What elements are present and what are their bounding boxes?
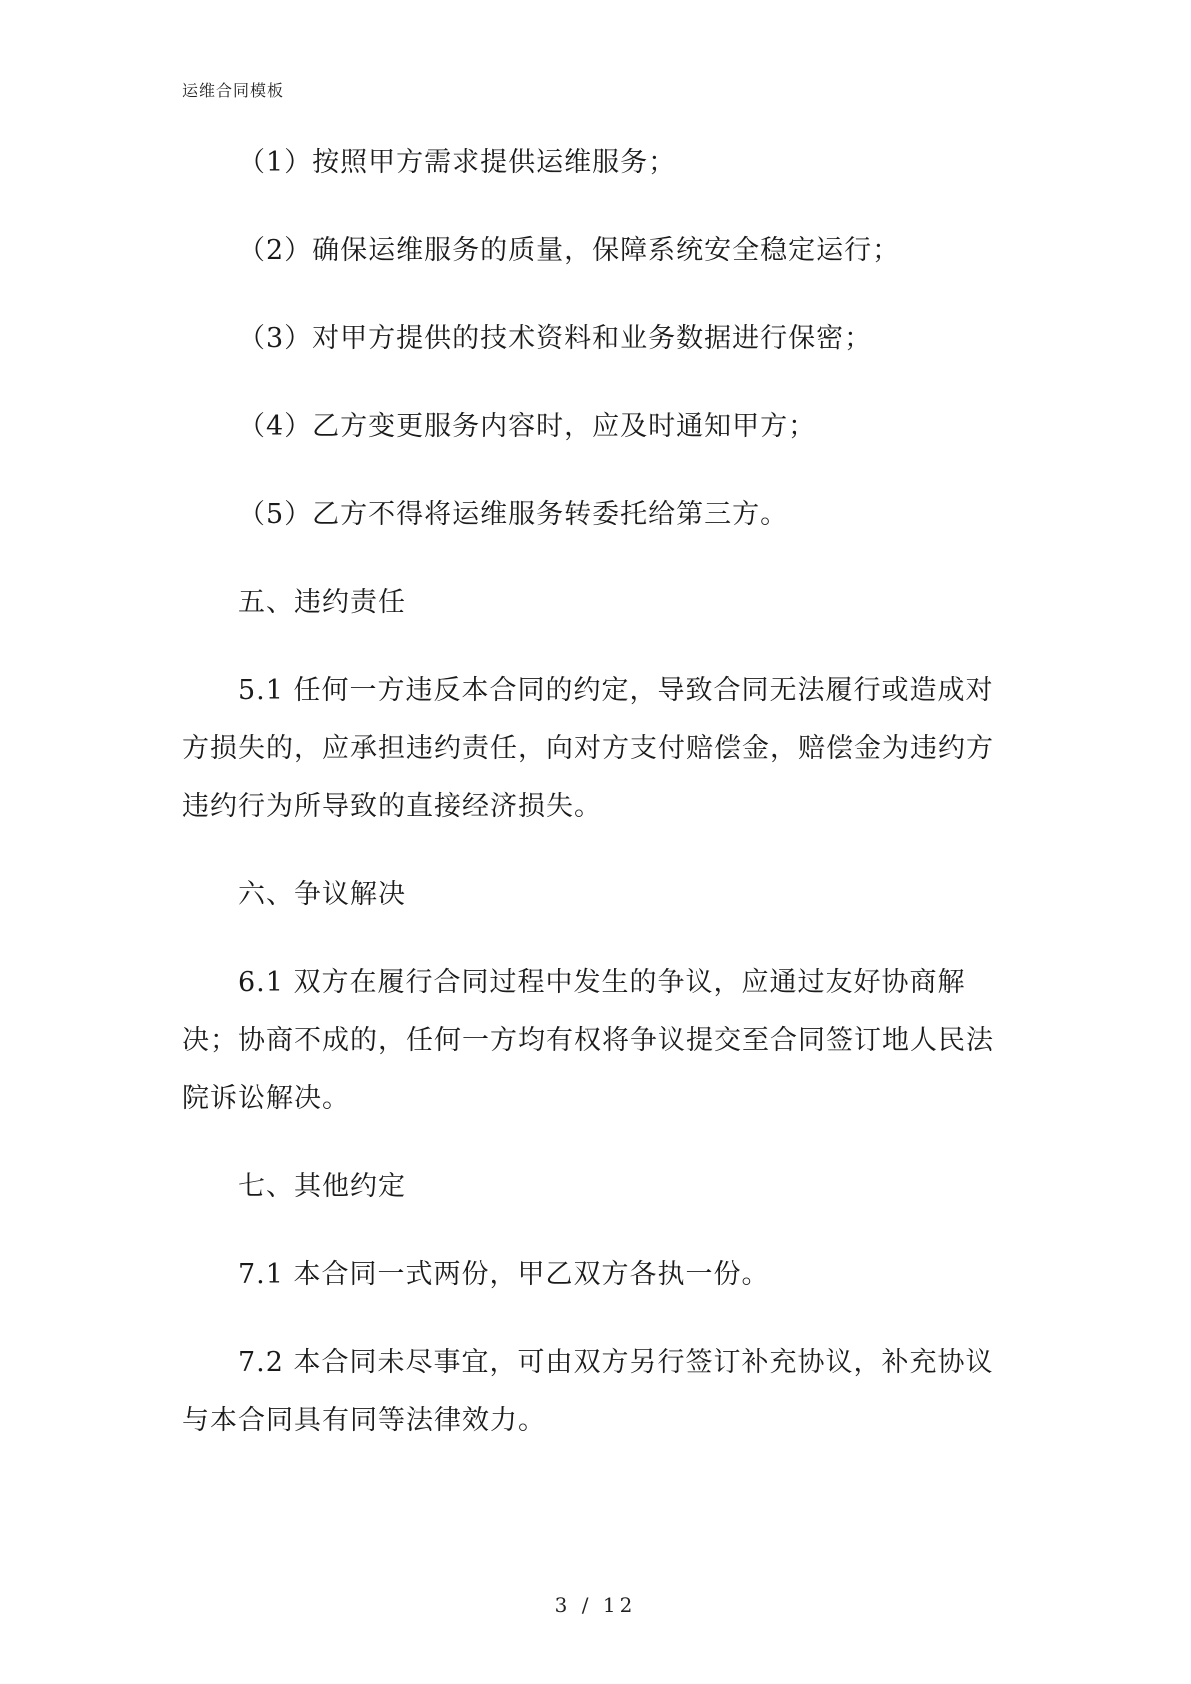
- clause-7-1: 7.1 本合同一式两份，甲乙双方各执一份。: [238, 1259, 770, 1290]
- clause-6-1-line-3: 院诉讼解决。: [182, 1083, 350, 1114]
- document-body: [182, 134, 1006, 1450]
- clause-6-1-line-2: 决；协商不成的，任何一方均有权将争议提交至合同签订地人民法: [182, 1025, 994, 1056]
- clause-7-2-line-2: 与本合同具有同等法律效力。: [182, 1405, 546, 1436]
- obligation-item-1: （1）按照甲方需求提供运维服务；: [238, 147, 677, 178]
- clause-6-1-line-1: 6.1 双方在履行合同过程中发生的争议，应通过友好协商解: [238, 967, 966, 998]
- clause-5-1-line-1: 5.1 任何一方违反本合同的约定，导致合同无法履行或造成对: [238, 675, 994, 706]
- document-header: 运维合同模板: [182, 81, 285, 100]
- section-heading-dispute: 六、争议解决: [238, 879, 406, 910]
- clause-5-1-line-3: 违约行为所导致的直接经济损失。: [182, 791, 602, 822]
- page-number: 3 / 12: [554, 1593, 637, 1617]
- obligation-item-5: （5）乙方不得将运维服务转委托给第三方。: [238, 499, 789, 530]
- obligation-item-2: （2）确保运维服务的质量，保障系统安全稳定运行；: [238, 235, 901, 266]
- obligation-item-3: （3）对甲方提供的技术资料和业务数据进行保密；: [238, 323, 873, 354]
- section-heading-breach: 五、违约责任: [238, 587, 406, 618]
- section-heading-other: 七、其他约定: [238, 1171, 406, 1202]
- obligation-item-4: （4）乙方变更服务内容时，应及时通知甲方；: [238, 411, 817, 442]
- clause-5-1-line-2: 方损失的，应承担违约责任，向对方支付赔偿金，赔偿金为违约方: [182, 733, 994, 764]
- clause-7-2-line-1: 7.2 本合同未尽事宜，可由双方另行签订补充协议，补充协议: [238, 1347, 994, 1378]
